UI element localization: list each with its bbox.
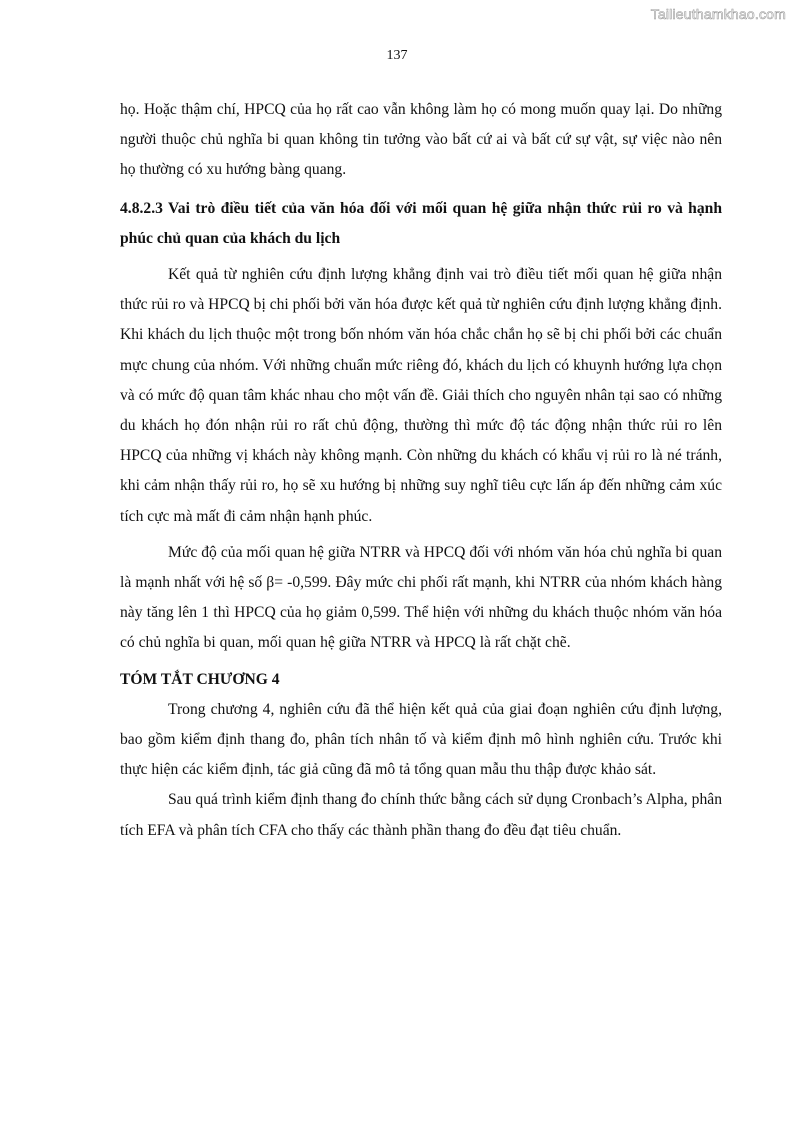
section-heading-4-8-2-3: 4.8.2.3 Vai trò điều tiết của văn hóa đối với mối quan hệ giữa nhận thức rủi ro và hạnh phúc chủ quan của khách du lịch [120, 199, 722, 247]
paragraph-4: Trong chương 4, nghiên cứu đã thể hiện kết quả của giai đoạn nghiên cứu định lượng, bao gồm kiểm định thang đo, phân tích nhân tố và kiểm định mô hình nghiên cứu. Trước khi thực hiện các kiểm định, tác giả cũng đã mô tả tổng quan mẫu thu thập được khảo sát. [120, 700, 722, 779]
page-number: 137 [386, 48, 408, 63]
document-body [120, 95, 722, 846]
watermark: Tailieuthamkhao.com [650, 6, 786, 22]
paragraph-1: họ. Hoặc thậm chí, HPCQ của họ rất cao vẫn không làm họ có mong muốn quay lại. Do những người thuộc chủ nghĩa bi quan không tin tưởng vào bất cứ ai và bất cứ sự vật, sự việc nào nên họ thường có xu hướng bàng quang. [120, 101, 722, 179]
paragraph-3: Mức độ của mối quan hệ giữa NTRR và HPCQ đối với nhóm văn hóa chủ nghĩa bi quan là mạnh nhất với hệ số β= -0,599. Đây mức chi phối rất mạnh, khi NTRR của nhóm khách hàng này tăng lên 1 thì HPCQ của họ giảm 0,599. Thể hiện với những du khách thuộc nhóm văn hóa có chủ nghĩa bi quan, mối quan hệ giữa NTRR và HPCQ là rất chặt chẽ. [120, 543, 722, 652]
paragraph-5: Sau quá trình kiểm định thang đo chính thức bằng cách sử dụng Cronbach’s Alpha, phân tích EFA và phân tích CFA cho thấy các thành phần thang đo đều đạt tiêu chuẩn. [120, 791, 722, 839]
paragraph-2: Kết quả từ nghiên cứu định lượng khẳng định vai trò điều tiết mối quan hệ giữa nhận thức rủi ro và HPCQ bị chi phối bởi văn hóa được kết quả từ nghiên cứu định lượng khẳng định. Khi khách du lịch thuộc một trong bốn nhóm văn hóa chắc chắn họ sẽ bị chi phối bởi các chuẩn mực chung của nhóm. Với những chuẩn mức riêng đó, khách du lịch có khuynh hướng lựa chọn và có mức độ quan tâm khác nhau cho một vấn đề. Giải thích cho nguyên nhân tại sao có những du khách họ đón nhận rủi ro rất chủ động, thường thì mức độ tác động nhận thức rủi ro lên HPCQ của những vị khách này không mạnh. Còn những du khách có khẩu vị rủi ro là né tránh, khi cảm nhận thấy rủi ro, họ sẽ xu hướng bị những suy nghĩ tiêu cực lấn áp đến những cảm xúc tích cực mà mất đi cảm nhận hạnh phúc. [120, 266, 722, 525]
chapter-summary-heading: TÓM TẮT CHƯƠNG 4 [120, 670, 280, 688]
